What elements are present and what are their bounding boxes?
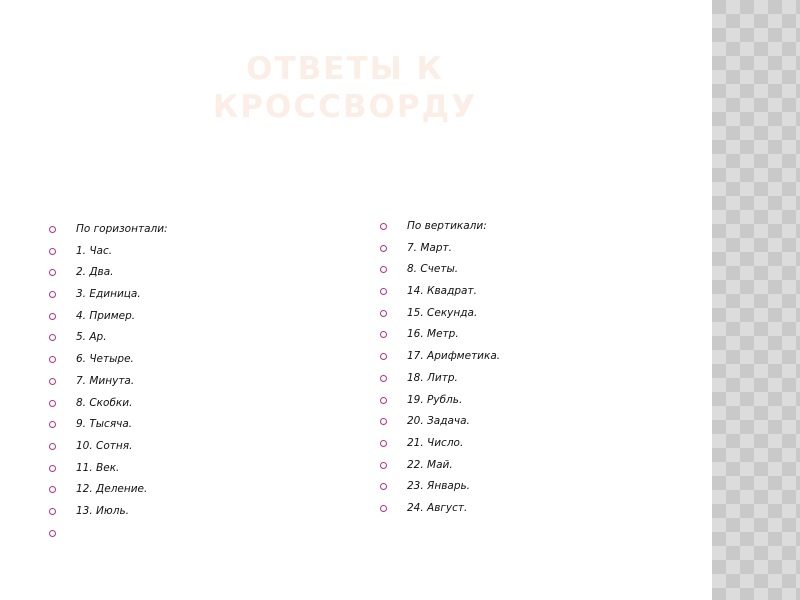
list-item-text: По горизонтали:	[76, 223, 168, 235]
list-item-text: 13. Июль.	[76, 504, 129, 517]
list-item	[49, 221, 349, 243]
vertical-answers-list	[380, 218, 680, 522]
list-item	[49, 481, 349, 503]
horizontal-answers-list	[49, 221, 349, 546]
list-item-text: 18. Литр.	[407, 371, 458, 384]
list-item-text: 23. Январь.	[407, 480, 471, 493]
bullet-icon	[49, 530, 56, 537]
bullet-icon	[49, 486, 56, 493]
list-item	[49, 373, 349, 395]
list-item	[380, 370, 680, 392]
bullet-icon	[49, 291, 56, 298]
list-item-text: 17. Арифметика.	[407, 350, 501, 363]
bullet-icon	[380, 331, 387, 338]
bullet-icon	[49, 248, 56, 255]
decorative-pattern-strip	[712, 0, 800, 600]
bullet-icon	[49, 356, 56, 363]
list-item	[380, 392, 680, 414]
list-item	[380, 240, 680, 262]
list-item-text: 1. Час.	[76, 244, 113, 257]
list-item-text: 11. Век.	[76, 461, 120, 474]
list-item	[49, 395, 349, 417]
list-item-text: 2. Два.	[76, 266, 114, 279]
bullet-icon	[49, 400, 56, 407]
list-item-text: 10. Сотня.	[76, 439, 133, 452]
bullet-icon	[49, 226, 56, 233]
bullet-icon	[380, 483, 387, 490]
list-item	[49, 351, 349, 373]
bullet-icon	[49, 508, 56, 515]
list-item-text: 19. Рубль.	[407, 393, 463, 406]
bullet-icon	[380, 418, 387, 425]
list-item-text: 5. Ар.	[76, 331, 107, 344]
list-item-text: 20. Задача.	[407, 415, 470, 428]
bullet-icon	[380, 245, 387, 252]
bullet-icon	[380, 397, 387, 404]
list-item	[380, 413, 680, 435]
list-item-text: 6. Четыре.	[76, 353, 134, 366]
list-item-text: 22. Май.	[407, 458, 453, 471]
bullet-icon	[49, 269, 56, 276]
list-item	[380, 500, 680, 522]
list-item-text: 16. Метр.	[407, 328, 459, 341]
list-item	[49, 416, 349, 438]
list-item-text: По вертикали:	[407, 220, 487, 232]
list-item-text: 15. Секунда.	[407, 306, 478, 319]
list-item	[49, 329, 349, 351]
bullet-icon	[380, 353, 387, 360]
list-item	[49, 243, 349, 265]
list-item-text: 3. Единица.	[76, 288, 141, 301]
bullet-icon	[380, 223, 387, 230]
list-item	[380, 348, 680, 370]
list-item-text: 8. Скобки.	[76, 396, 133, 409]
list-item	[49, 503, 349, 525]
bullet-icon	[49, 465, 56, 472]
bullet-icon	[49, 443, 56, 450]
list-item	[49, 438, 349, 460]
list-item-text: 8. Счеты.	[407, 263, 459, 276]
list-item	[49, 308, 349, 330]
list-item	[380, 326, 680, 348]
bullet-icon	[380, 440, 387, 447]
list-item	[380, 457, 680, 479]
list-item-text: 24. Август.	[407, 501, 468, 514]
bullet-icon	[380, 310, 387, 317]
list-item-text: 12. Деление.	[76, 483, 148, 496]
list-item-text: 4. Пример.	[76, 309, 136, 322]
bullet-icon	[380, 462, 387, 469]
list-item	[380, 261, 680, 283]
bullet-icon	[49, 313, 56, 320]
bullet-icon	[380, 505, 387, 512]
bullet-icon	[49, 334, 56, 341]
list-item	[49, 286, 349, 308]
list-item	[380, 435, 680, 457]
list-item	[380, 283, 680, 305]
list-item-text: 9. Тысяча.	[76, 418, 133, 431]
list-item-text: 7. Март.	[407, 241, 452, 254]
bullet-icon	[49, 378, 56, 385]
list-item	[380, 305, 680, 327]
list-item	[49, 525, 349, 547]
bullet-icon	[49, 421, 56, 428]
list-item	[380, 478, 680, 500]
bullet-icon	[380, 375, 387, 382]
bullet-icon	[380, 288, 387, 295]
list-item	[49, 264, 349, 286]
list-item	[380, 218, 680, 240]
slide-title: ОТВЕТЫ К КРОССВОРДУ	[212, 51, 478, 125]
list-item-text: 14. Квадрат.	[407, 285, 477, 298]
list-item-text: 7. Минута.	[76, 374, 135, 387]
list-item	[49, 460, 349, 482]
bullet-icon	[380, 266, 387, 273]
list-item-text: 21. Число.	[407, 436, 464, 449]
